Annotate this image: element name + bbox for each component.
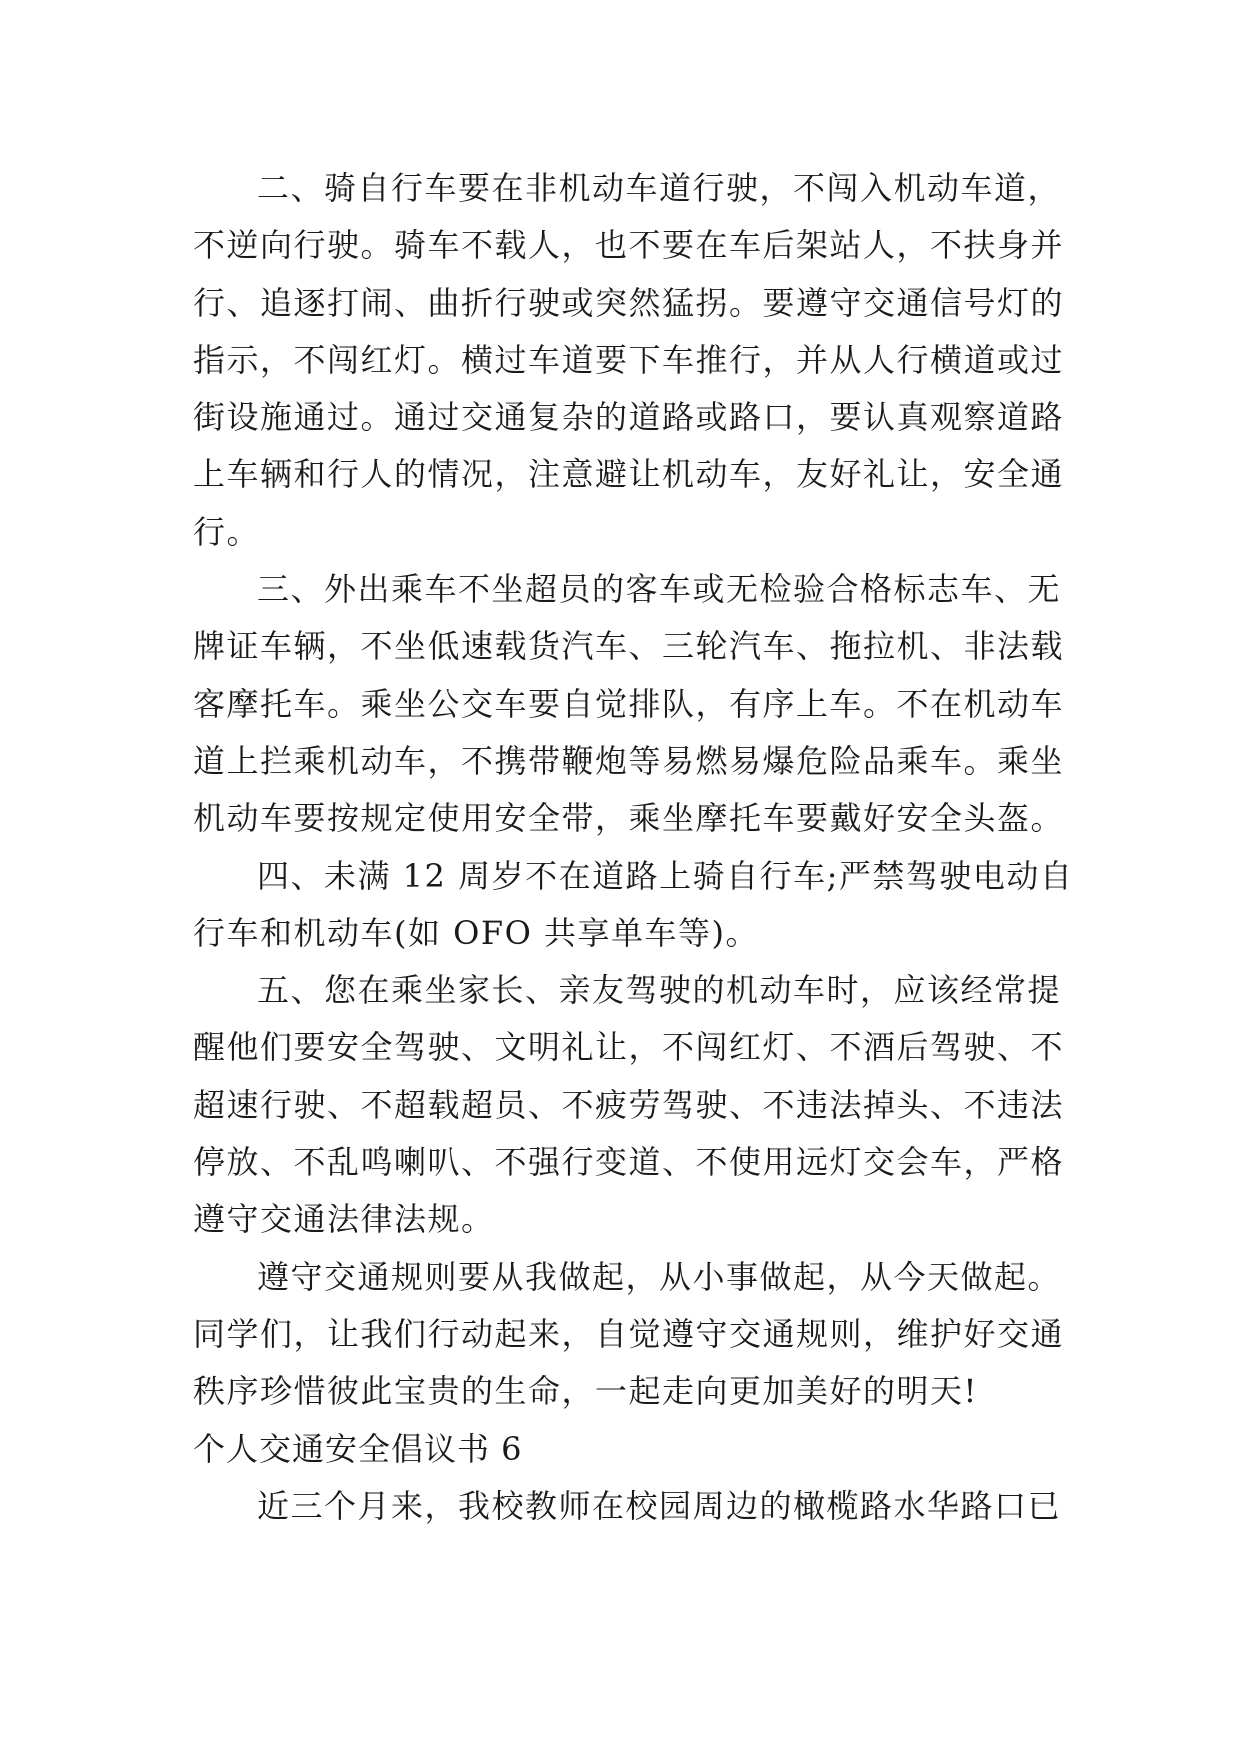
text-line: 停放、不乱鸣喇叭、不强行变道、不使用远灯交会车，严格 <box>193 1143 1065 1182</box>
text-line: 三、外出乘车不坐超员的客车或无检验合格标志车、无 <box>257 570 1062 609</box>
text-line: 不逆向行驶。骑车不载人，也不要在车后架站人，不扶身并 <box>193 226 1065 265</box>
text-line: 行车和机动车(如 OFO 共享单车等)。 <box>193 913 759 952</box>
text-line: 遵守交通法律法规。 <box>193 1200 495 1239</box>
text-line: 街设施通过。通过交通复杂的道路或路口，要认真观察道路 <box>193 398 1065 437</box>
text-line: 遵守交通规则要从我做起，从小事做起，从今天做起。 <box>257 1257 1062 1296</box>
document-body <box>193 160 1074 1535</box>
text-line: 行、追逐打闹、曲折行驶或突然猛拐。要遵守交通信号灯的 <box>193 283 1065 322</box>
text-line: 客摩托车。乘坐公交车要自觉排队，有序上车。不在机动车 <box>193 684 1065 723</box>
text-line: 醒他们要安全驾驶、文明礼让，不闯红灯、不酒后驾驶、不 <box>193 1028 1065 1067</box>
text-line: 同学们，让我们行动起来，自觉遵守交通规则，维护好交通 <box>193 1314 1065 1353</box>
text-line: 二、骑自行车要在非机动车道行驶，不闯入机动车道， <box>257 169 1062 207</box>
text-line: 行。 <box>193 512 261 551</box>
text-line: 五、您在乘坐家长、亲友驾驶的机动车时，应该经常提 <box>257 971 1062 1010</box>
text-line: 近三个月来，我校教师在校园周边的橄榄路水华路口已 <box>257 1486 1062 1525</box>
section-heading: 个人交通安全倡议书 6 <box>193 1429 523 1468</box>
text-line: 机动车要按规定使用安全带，乘坐摩托车要戴好安全头盔。 <box>193 799 1065 838</box>
text-line: 道上拦乘机动车，不携带鞭炮等易燃易爆危险品乘车。乘坐 <box>193 741 1065 780</box>
text-line: 指示，不闯红灯。横过车道要下车推行，并从人行横道或过 <box>193 340 1065 379</box>
text-line: 牌证车辆，不坐低速载货汽车、三轮汽车、拖拉机、非法载 <box>193 627 1065 666</box>
text-line: 四、未满 12 周岁不在道路上骑自行车;严禁驾驶电动自 <box>257 856 1074 895</box>
text-line: 超速行驶、不超载超员、不疲劳驾驶、不违法掉头、不违法 <box>193 1085 1065 1124</box>
text-line: 上车辆和行人的情况，注意避让机动车，友好礼让，安全通 <box>193 455 1065 494</box>
text-line: 秩序珍惜彼此宝贵的生命，一起走向更加美好的明天! <box>193 1372 978 1411</box>
